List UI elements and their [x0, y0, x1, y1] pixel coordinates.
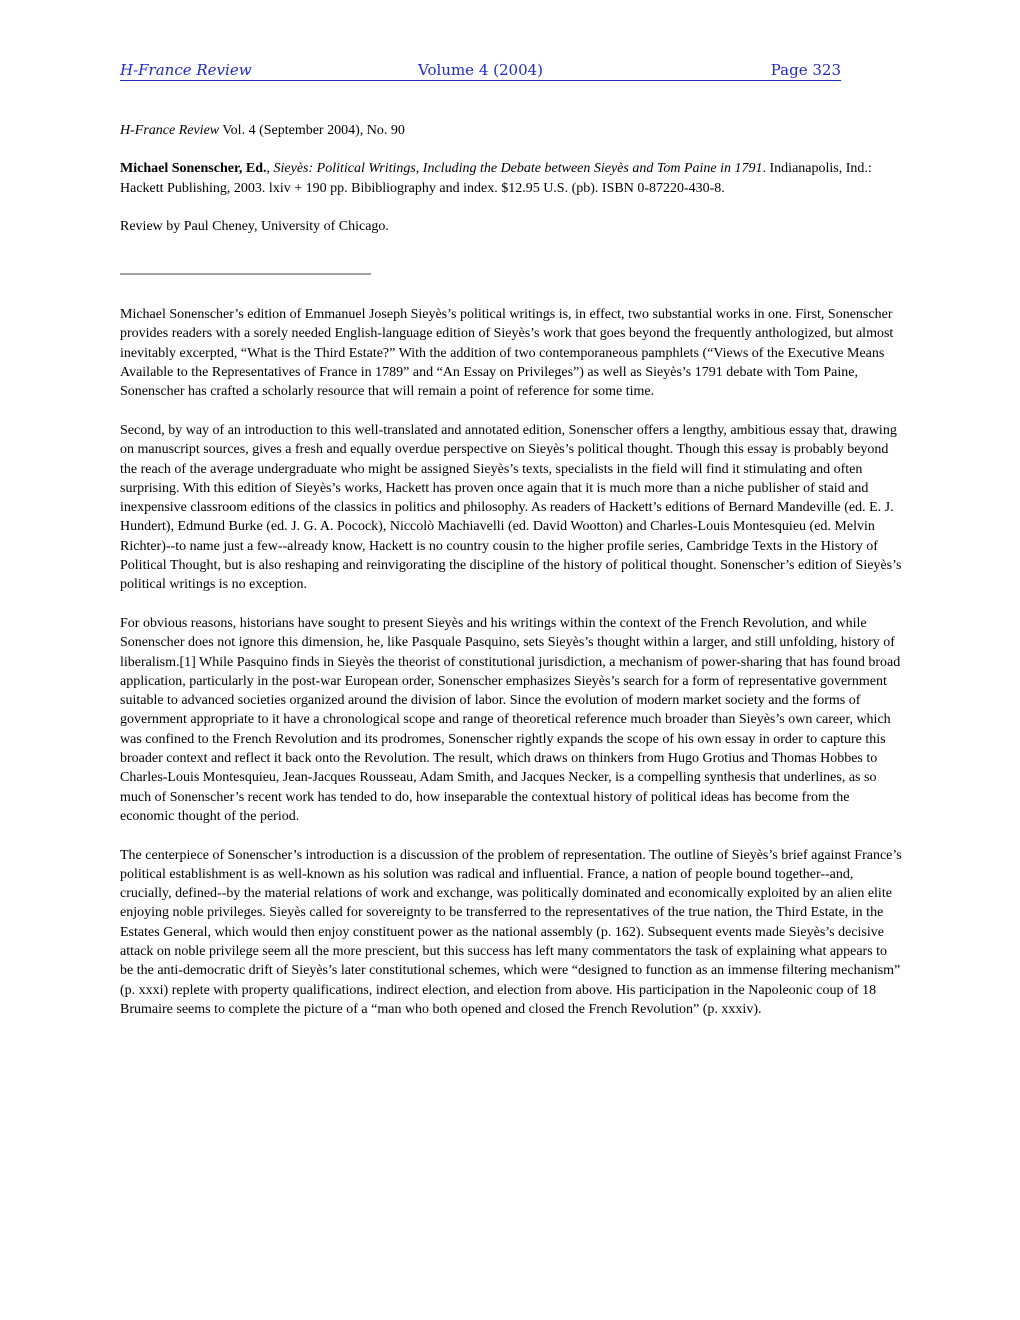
body-paragraph-1: Michael Sonenscher’s edition of Emmanuel Joseph Sieyès’s political writings is, in effect, two substantial works in one. First, Sonenscher provides readers with a sorely needed English-language edition of Sieyès’s work that goes beyond the frequently anthologized, but almost inevitably excerpted, “What is the Third Estate?” With the addition of two contemporaneous pamphlets (“Views of the Executive Means Available to the Representatives of France in 1789” and “An Essay on Privileges”) as well as Sieyès’s 1791 debate with Tom Paine, Sonenscher has crafted a scholarly resource that will remain a point of reference for some time.: [120, 307, 894, 400]
book-title: Sieyès: Political Writings, Including the Debate between Sieyès and Tom Paine in 1791: [273, 161, 763, 177]
running-header: [120, 60, 841, 81]
body-paragraph-2: Second, by way of an introduction to this well-translated and annotated edition, Sonenscher offers a lengthy, ambitious essay that, drawing on manuscript sources, gives a fresh and equally overdue perspective on Sieyès’s political thought. Though this essay is probably beyond the reach of the average undergraduate who might be assigned Sieyès’s texts, specialists in the field will find it stimulating and often surprising. With this edition of Sieyès’s works, Hackett has proven once again that it is much more than a niche publisher of staid and inexpensive classroom editions of the classics in politics and philosophy. As readers of Hackett’s editions of Bernard Mandeville (ed. E. J. Hundert), Edmund Burke (ed. J. G. A. Pocock), Niccolò Machiavelli (ed. David Wootton) and Charles-Louis Montesquieu (ed. Melvin Richter)--to name just a few--already know, Hackett is no country cousin to the higher profile series, Cambridge Texts in the History of Political Thought, but is also reshaping and reinvigorating the discipline of the history of political thought. Sonenscher’s edition of Sieyès’s political writings is no exception.: [120, 422, 902, 593]
book-bibliography: [120, 159, 902, 198]
citation-journal: H-France Review: [120, 123, 220, 138]
header-journal: H-France Review: [120, 61, 252, 79]
section-divider: [120, 273, 371, 275]
issue-citation: [120, 121, 902, 140]
reviewer-line: Review by Paul Cheney, University of Chicago.: [120, 218, 389, 234]
book-details: . Indianapolis, Ind.: Hackett Publishing, 2003. lxiv + 190 pp. Bibibliography and index. $12.95 U.S. (pb). ISBN 0-87220-430-8.: [120, 161, 872, 196]
bib-separator: ,: [266, 161, 274, 177]
header-volume: Volume 4 (2004): [418, 61, 544, 79]
body-paragraph-3: For obvious reasons, historians have sought to present Sieyès and his writings within the context of the French Revolution, and while Sonenscher does not ignore this dimension, he, like Pasquale Pasquino, sets Sieyès’s thought within a larger, and still unfolding, history of liberalism.[1] While Pasquino finds in Sieyès the theorist of constitutional jurisdiction, a mechanism of power-sharing that has found broad application, particularly in the post-war European order, Sonenscher emphasizes Sieyès’s search for a form of representative government suitable to advanced societies organized around the division of labor. Since the evolution of modern market society and the forms of government appropriate to it have a chronological scope and range of theoretical reference much broader than Sieyès’s own career, which was confined to the French Revolution and its prodromes, Sonenscher rightly expands the scope of his own essay in order to capture this broader context and reflect it back onto the Revolution. The result, which draws on thinkers from Hugo Grotius and Thomas Hobbes to Charles-Louis Montesquieu, Jean-Jacques Rousseau, Adam Smith, and Jacques Necker, is a compelling synthesis that underlines, as so much of Sonenscher’s recent work has tended to do, how inseparable the contextual history of political ideas has become from the economic thought of the period.: [120, 615, 901, 824]
review-content: [120, 121, 902, 1038]
citation-issue: Vol. 4 (September 2004), No. 90: [219, 123, 405, 138]
body-paragraph-4: The centerpiece of Sonenscher’s introduction is a discussion of the problem of representation. The outline of Sieyès’s brief against France’s political establishment is as well-known as his solution was radical and influential. France, a nation of people bound together--and, crucially, defined--by the material relations of work and exchange, was politically dominated and economically exploited by an alien elite enjoying noble privileges. Sieyès called for sovereignty to be transferred to the representatives of the true nation, the Third Estate, in the Estates General, which would then enjoy constituent power as the national assembly (p. 162). Subsequent events made Sieyès’s decisive attack on noble privilege seem all the more prescient, but this success has left many commentators the task of explaining what appears to be the anti-democratic drift of Sieyès’s later constitutional schemes, which were “designed to function as an immense filtering mechanism” (p. xxxi) replete with property qualifications, indirect election, and election from above. His participation in the Napoleonic coup of 18 Brumaire seems to complete the picture of a “man who both opened and closed the French Revolution” (p. xxxiv).: [120, 847, 902, 1017]
book-author: Michael Sonenscher, Ed.: [120, 161, 267, 177]
header-page-number: Page 323: [770, 61, 841, 79]
